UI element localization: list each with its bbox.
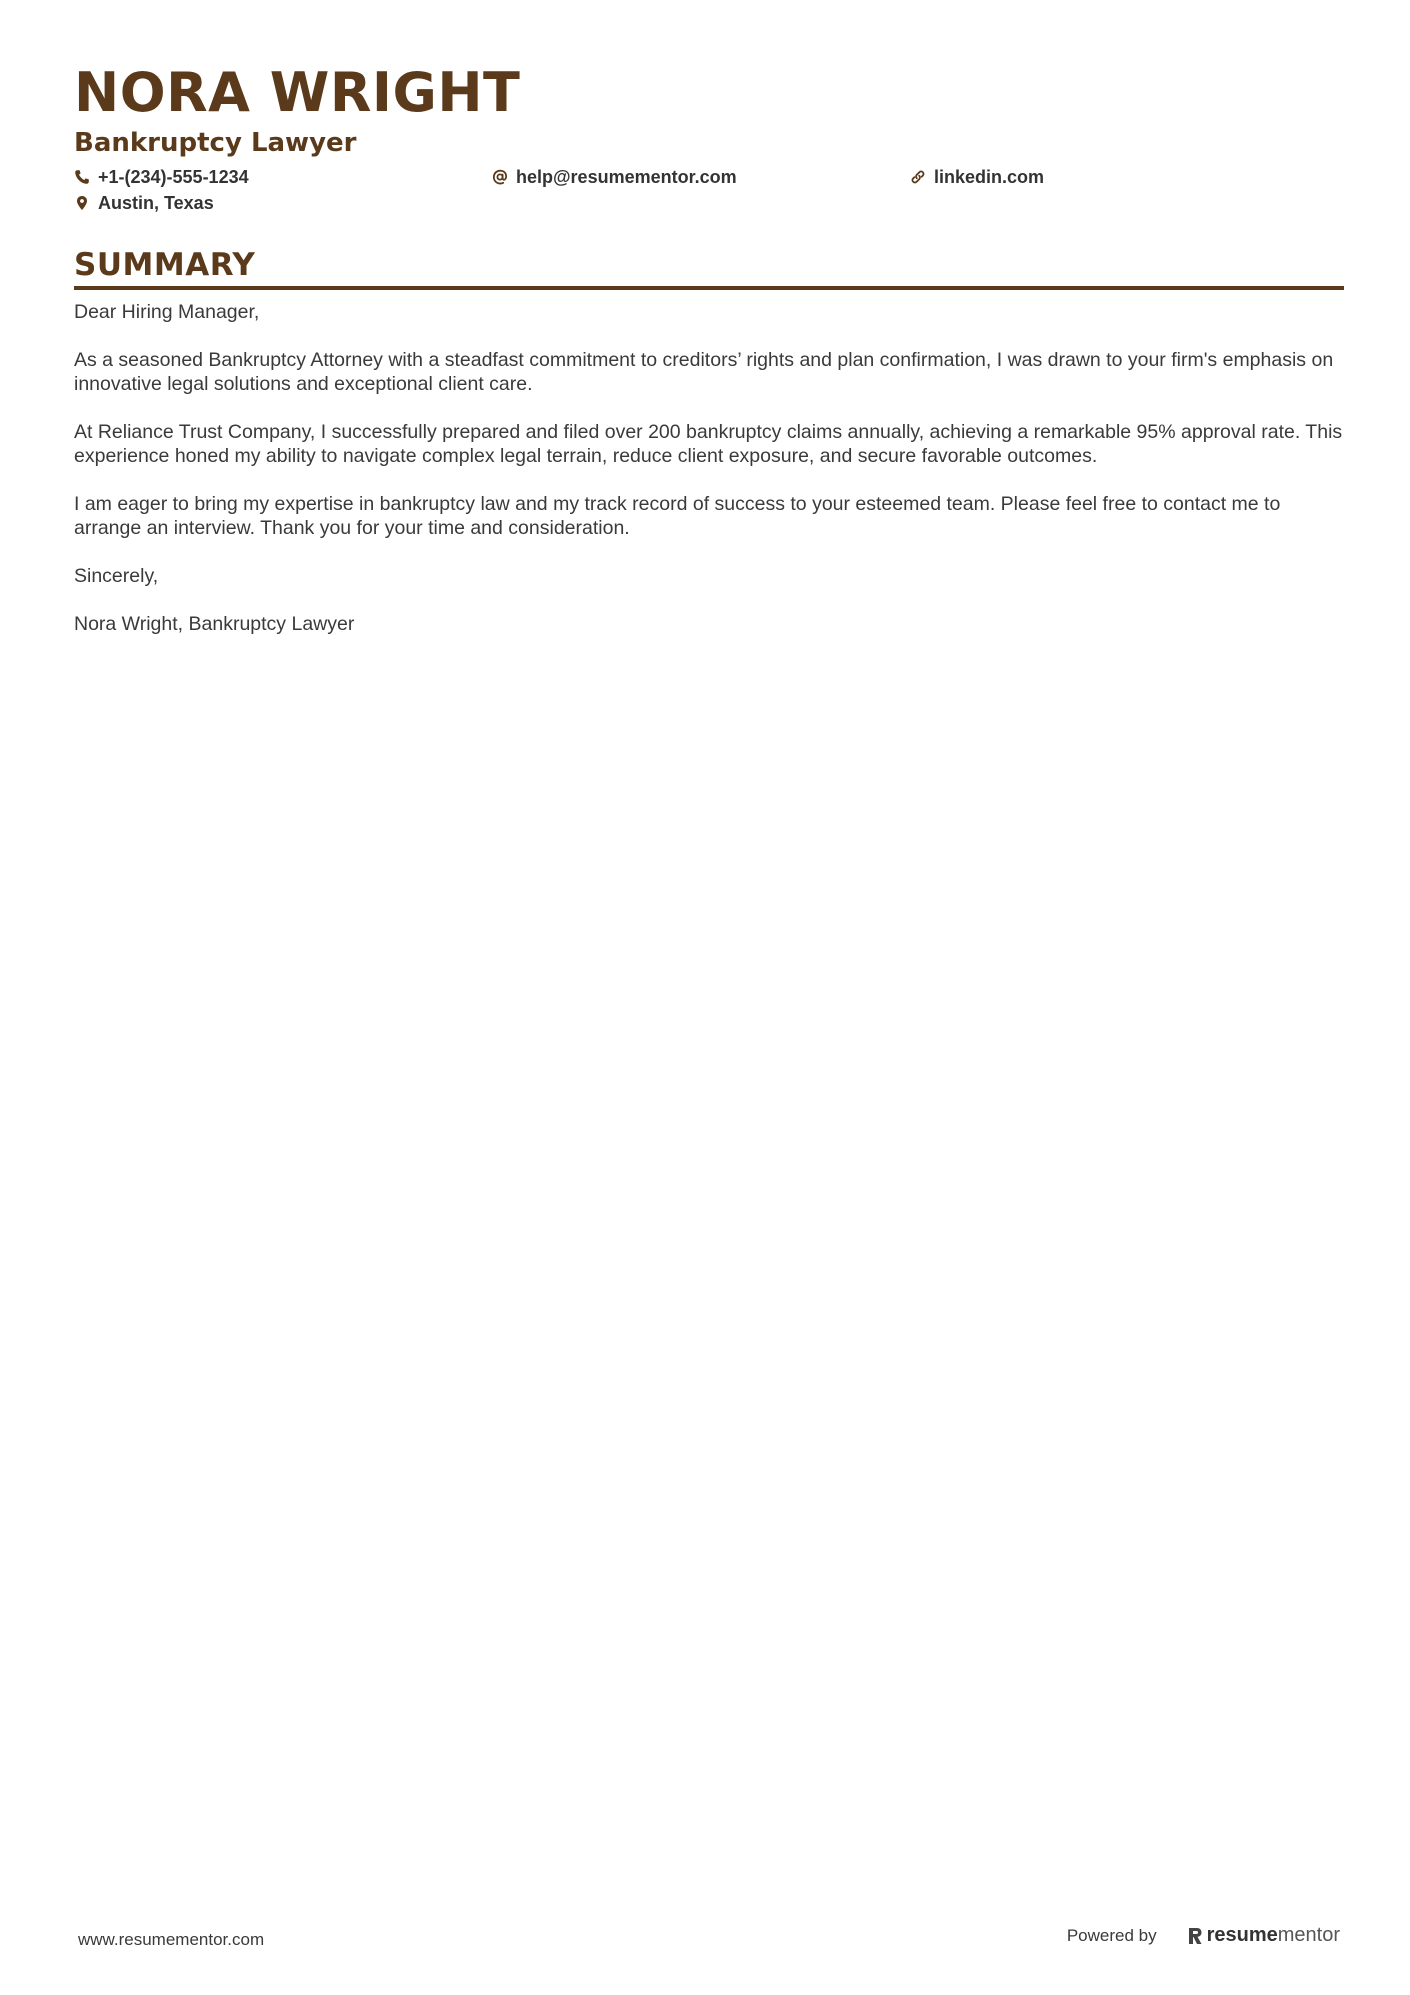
letter-paragraph: As a seasoned Bankruptcy Attorney with a steadfast commitment to creditors’ rights and plan confirmation, I was drawn to your firm's emphasis on innovative legal solutions and exceptional client care. (74, 349, 1334, 395)
at-icon (492, 169, 508, 185)
letter-signature: Nora Wright, Bankruptcy Lawyer (74, 613, 355, 635)
contact-linkedin[interactable] (910, 167, 1328, 188)
link-icon (910, 169, 926, 185)
letter-paragraph: At Reliance Trust Company, I successfully prepared and filed over 200 bankruptcy claims annually, achieving a remarkable 95% approval rate. This experience honed my ability to navigate complex legal terrain, reduce client exposure, and secure favorable outcomes. (74, 421, 1343, 467)
section-heading-summary: SUMMARY (74, 247, 256, 283)
brand-logo-link[interactable] (1187, 1924, 1340, 1947)
letter-body (74, 300, 1344, 636)
footer-website-link[interactable]: www.resumementor.com (78, 1930, 265, 1949)
contact-location (74, 193, 492, 214)
location-text: Austin, Texas (98, 192, 214, 213)
linkedin-text: linkedin.com (934, 166, 1045, 187)
powered-by-label: Powered by (1066, 1925, 1157, 1945)
map-pin-icon (74, 195, 90, 211)
email-text: help@resumementor.com (516, 166, 737, 187)
letter-closing: Sincerely, (74, 565, 159, 587)
section-divider (74, 286, 1344, 290)
brand-name-bold: resume (1206, 1924, 1278, 1946)
brand-name-light: mentor (1277, 1924, 1340, 1946)
phone-text: +1-(234)-555-1234 (98, 166, 249, 187)
contact-row-primary (74, 164, 1344, 190)
contact-row-secondary (74, 190, 1344, 216)
cover-letter-page (74, 60, 1344, 660)
letter-greeting: Dear Hiring Manager, (74, 301, 260, 323)
letter-paragraph: I am eager to bring my expertise in bankruptcy law and my track record of success to your esteemed team. Please feel free to contact me to arrange an interview. Thank you for your time and consideration. (74, 493, 1281, 539)
contact-phone[interactable] (74, 167, 492, 188)
candidate-name: NORA WRIGHT (74, 61, 521, 124)
footer-powered-by (1067, 1924, 1340, 1947)
contact-email[interactable] (492, 167, 910, 188)
resumementor-logo-icon (1187, 1926, 1203, 1946)
job-title: Bankruptcy Lawyer (74, 128, 357, 158)
phone-icon (74, 169, 90, 185)
